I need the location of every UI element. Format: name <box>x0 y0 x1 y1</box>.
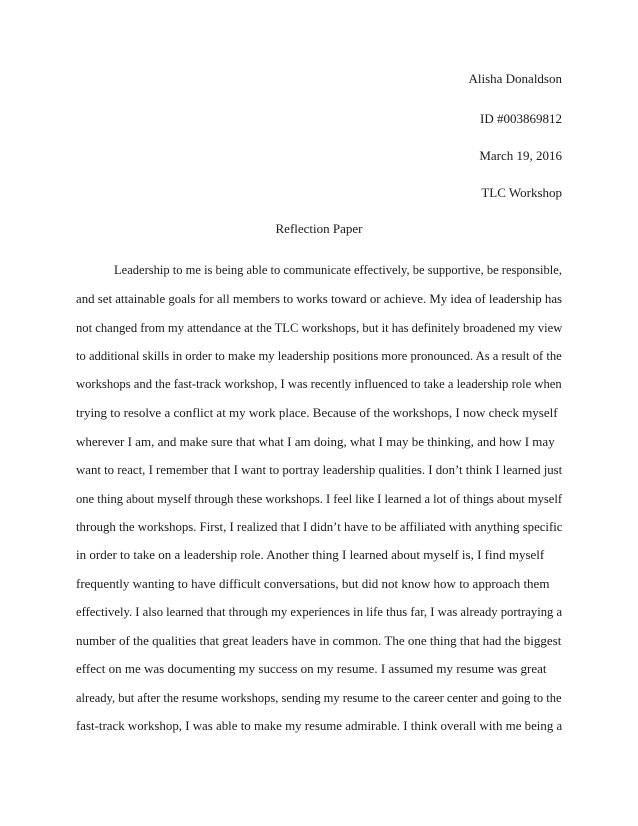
body-line: not changed from my attendance at the TLC workshops, but it has definitely broadened my view <box>76 320 563 335</box>
author-name: Alisha Donaldson <box>468 71 562 86</box>
body-line: fast-track workshop, I was able to make my resume admirable. I think overall with me being a <box>76 718 563 733</box>
body-line: and set attainable goals for all members to works toward or achieve. My idea of leadership has <box>76 291 563 306</box>
student-id: ID #003869812 <box>480 111 562 126</box>
body-line: workshops and the fast-track workshop, I was recently influenced to take a leadership role when <box>76 376 562 391</box>
body-line: effectively. I also learned that through my experiences in life thus far, I was already portraying a <box>76 604 563 619</box>
body-line: frequently wanting to have difficult conversations, but did not know how to approach them <box>76 576 550 591</box>
body-line: trying to resolve a conflict at my work place. Because of the workshops, I now check myself <box>76 405 558 420</box>
body-line: in order to take on a leadership role. Another thing I learned about myself is, I find myself <box>76 547 545 562</box>
body-line: through the workshops. First, I realized that I didn’t have to be affiliated with anything specific <box>76 519 563 534</box>
course-name: TLC Workshop <box>481 185 562 200</box>
body-line: number of the qualities that great leaders have in common. The one thing that had the biggest <box>76 633 562 648</box>
document-date: March 19, 2016 <box>479 148 562 163</box>
body-line: already, but after the resume workshops, sending my resume to the career center and going to the <box>76 690 562 705</box>
body-line: one thing about myself through these workshops. I feel like I learned a lot of things about myself <box>76 491 562 506</box>
paper-title: Reflection Paper <box>275 221 363 236</box>
body-line: effect on me was documenting my success on my resume. I assumed my resume was great <box>76 661 547 676</box>
body-line: want to react, I remember that I want to portray leadership qualities. I don’t think I learned just <box>76 462 563 477</box>
body-line: Leadership to me is being able to communicate effectively, be supportive, be responsible, <box>114 262 562 277</box>
body-line: wherever I am, and make sure that what I am doing, what I may be thinking, and how I may <box>76 434 555 449</box>
body-line: to additional skills in order to make my leadership positions more pronounced. As a result of the <box>76 348 562 363</box>
